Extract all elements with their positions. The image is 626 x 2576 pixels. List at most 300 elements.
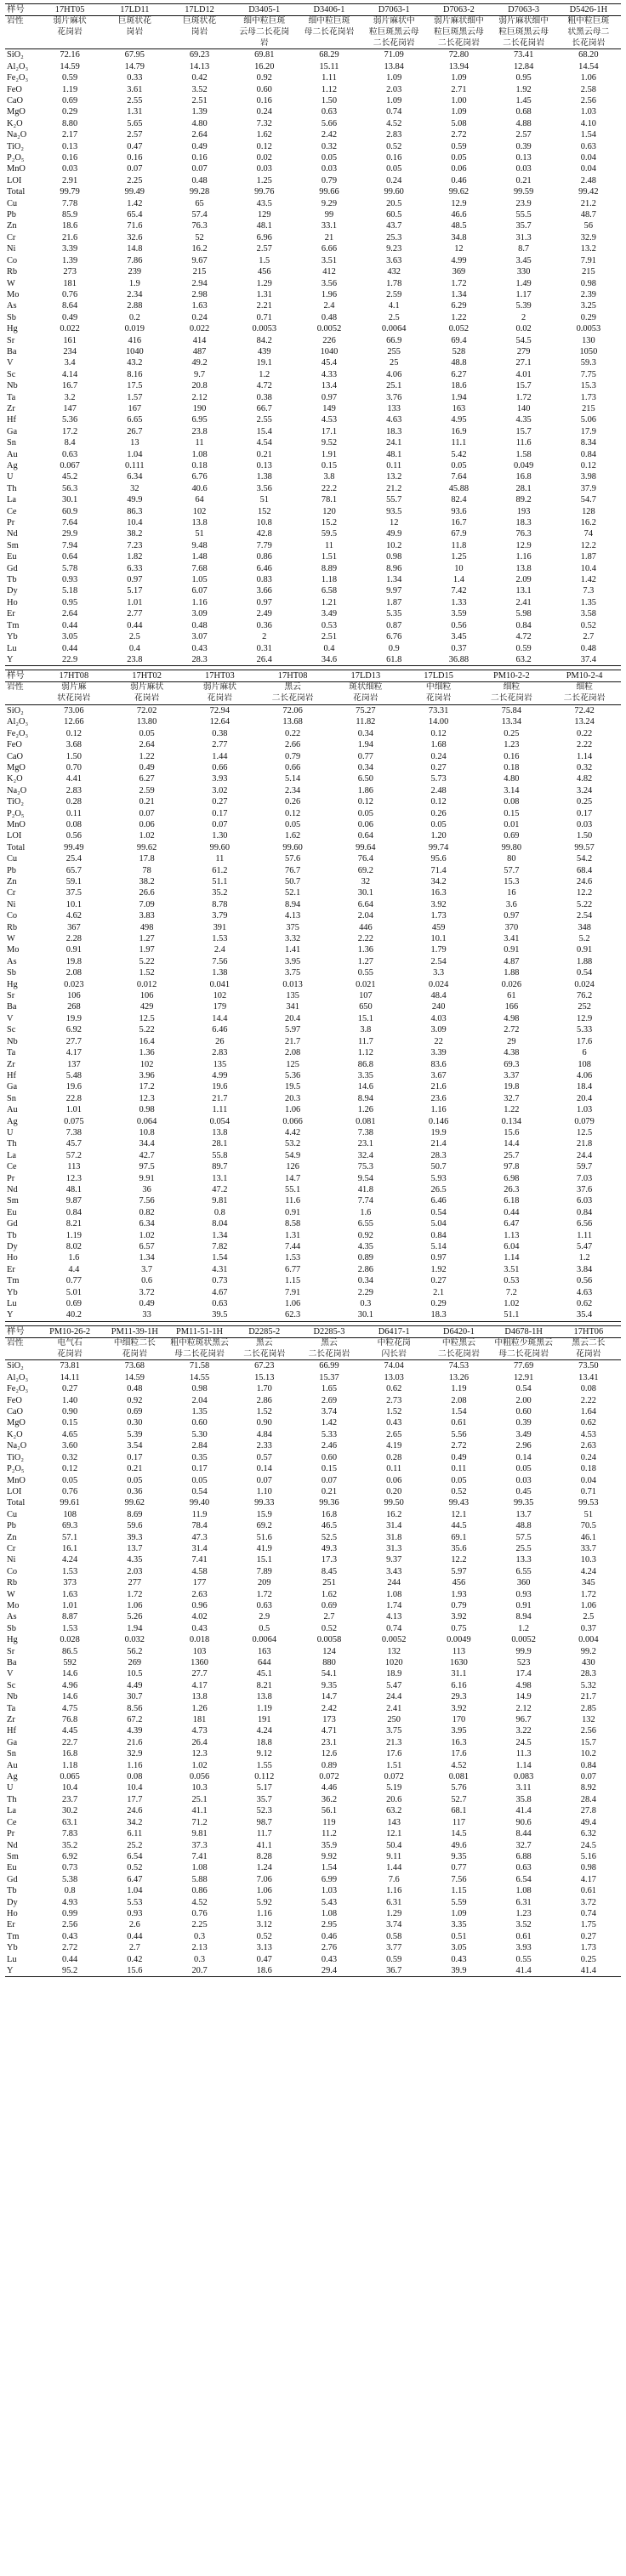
data-row [5,585,621,596]
rock-type: 细粒 [475,682,549,693]
value-cell: 1.08 [321,1908,338,1918]
value-cell: 7.41 [191,1851,208,1861]
value-cell: 126 [286,1162,299,1172]
element-label: Total [7,187,26,197]
sample-id: PM11-51-1H [167,1325,231,1337]
element-label: Sm [7,540,19,550]
value-cell: 375 [286,922,299,932]
value-cell: 24.1 [386,438,402,448]
value-cell: 1.12 [321,84,338,94]
value-cell: 1.57 [127,392,143,402]
value-cell: 3.79 [212,911,228,921]
value-cell: 1.02 [139,1230,155,1240]
value-cell: 0.71 [256,312,272,322]
value-cell: 6.56 [577,1219,593,1229]
value-cell: 5.33 [577,1025,593,1035]
value-cell: 0.29 [430,1299,447,1309]
value-cell: 10.4 [127,518,143,528]
value-cell: 0.29 [580,312,596,322]
value-cell: 54.5 [515,335,532,345]
element-label: Zn [7,221,17,231]
value-cell: 1.79 [430,945,447,955]
value-cell: 17.7 [127,1794,143,1804]
value-cell: 99.64 [356,842,376,852]
value-cell: 10.8 [139,1127,155,1137]
value-cell: 1.42 [321,1418,338,1428]
value-cell: 17.6 [451,1749,467,1759]
value-cell: 10.2 [386,540,402,550]
value-cell: 0.49 [451,1452,467,1462]
value-cell: 17.5 [127,381,143,391]
value-cell: 6.27 [451,369,467,379]
value-cell: 3.35 [451,1920,467,1930]
value-cell: 5.08 [451,118,467,128]
value-cell: 106 [139,991,154,1001]
value-cell: 1.51 [386,1760,402,1770]
value-cell: 35.7 [515,221,532,231]
value-cell: 0.58 [386,1931,402,1941]
value-cell: 14.7 [285,1173,301,1183]
value-cell: 18.3 [386,426,402,436]
value-cell: 0.14 [256,1464,272,1474]
value-cell: 0.08 [127,1772,143,1782]
value-cell: 11.8 [451,540,467,550]
value-cell: 0.27 [580,1931,596,1941]
value-cell: 4.52 [451,1760,467,1770]
data-row [5,289,621,300]
value-cell: 15.1 [357,1013,373,1023]
value-cell: 6.88 [515,1851,532,1861]
value-cell: 1.55 [256,1760,272,1770]
value-cell: 1.11 [322,73,337,83]
value-cell: 22 [434,1036,443,1046]
value-cell: 1.4 [452,575,464,585]
value-cell: 6.16 [451,1680,467,1690]
value-cell: 0.73 [62,1863,78,1873]
element-label: Sm [7,1851,19,1861]
value-cell: 44.5 [451,1521,467,1531]
value-cell: 209 [257,1578,271,1588]
value-cell: 8.16 [127,369,143,379]
sample-id: PM10-26-2 [37,1325,102,1337]
value-cell: 0.52 [580,620,596,630]
value-cell: 0.44 [127,1931,143,1941]
data-row [5,437,621,448]
value-cell: 68.4 [577,865,593,875]
data-row [5,1908,621,1919]
value-cell: 48.8 [515,1521,532,1531]
value-cell: 6.92 [62,1851,78,1861]
value-cell: 108 [63,1509,77,1519]
value-cell: 2.28 [65,934,82,944]
value-cell: 90.6 [515,1817,532,1827]
data-row [5,830,621,841]
rock-type: 二长花岗岩 [256,693,329,704]
element-label: K₂O [7,774,23,784]
data-row [5,1360,621,1372]
value-cell: 1.72 [127,1589,143,1599]
value-cell: 27.8 [580,1806,596,1816]
element-label: Sr [7,991,15,1001]
value-cell: 99.49 [64,842,84,852]
value-cell: 11.1 [451,438,467,448]
value-cell: 1.92 [430,1264,447,1274]
value-cell: 0.98 [580,278,596,288]
value-cell: 2.56 [62,1920,78,1930]
value-cell: 41.4 [556,1965,621,1977]
value-cell: 0.018 [189,1635,210,1645]
value-cell: 0.62 [577,1299,593,1309]
value-cell: 8.21 [256,1680,272,1690]
element-label: LOI [7,175,22,185]
element-label: Mo [7,945,20,955]
data-row [5,266,621,277]
sample-id: 17LD11 [102,4,167,16]
value-cell: 0.066 [282,1116,303,1126]
data-row [5,1543,621,1554]
sample-id: D2285-3 [297,1325,361,1337]
value-cell: 7.94 [62,540,78,550]
element-label: P₂O₅ [7,1464,25,1474]
data-table-3 [5,1325,621,1978]
value-cell: 108 [578,1059,591,1069]
value-cell: 1.97 [139,945,155,955]
value-cell: 59.1 [65,877,82,887]
data-row [5,842,621,853]
element-label: Na₂O [7,785,27,795]
value-cell: 113 [452,1646,466,1656]
data-row [5,654,621,666]
value-cell: 17.4 [515,1669,532,1679]
value-cell: 5.36 [62,415,78,425]
value-cell: 1.22 [139,751,155,761]
value-cell: 2.48 [430,785,447,795]
value-cell: 0.13 [256,461,272,471]
value-cell: 19.6 [65,1082,82,1092]
value-cell: 1.41 [285,945,301,955]
element-label: Nb [7,1692,18,1702]
data-row [5,1862,621,1873]
value-cell: 0.25 [504,728,520,738]
value-cell: 0.93 [127,1908,143,1918]
value-cell: 0.11 [386,461,402,471]
value-cell: 30.7 [127,1692,143,1702]
value-cell: 1.44 [386,1863,402,1873]
value-cell: 51.1 [475,1309,549,1321]
sample-id: 17HT06 [556,1325,621,1337]
value-cell: 51 [259,495,269,505]
value-cell: 29.3 [451,1692,467,1702]
value-cell: 1.04 [127,1886,143,1896]
value-cell: 39.3 [127,1532,143,1542]
value-cell: 0.54 [430,1207,447,1217]
value-cell: 6.29 [451,301,467,311]
value-cell: 57.5 [515,1532,532,1542]
value-cell: 2.64 [139,740,155,750]
value-cell: 9.48 [191,540,208,550]
data-row [5,1874,621,1885]
value-cell: 3.56 [256,483,272,493]
data-row [5,887,621,898]
data-row [5,1725,621,1736]
value-cell: 1.72 [256,1589,272,1599]
rock-type: 二长花岗岩 [475,693,549,704]
value-cell: 7.79 [256,540,272,550]
element-label: Er [7,1920,15,1930]
value-cell: 99.74 [428,842,449,852]
value-cell: 0.86 [256,552,272,562]
value-cell: 1.93 [451,1589,467,1599]
data-row [5,1748,621,1759]
value-cell: 19.6 [212,1082,228,1092]
data-row [5,1218,621,1229]
value-cell: 1.06 [256,1886,272,1896]
value-cell: 29.4 [297,1965,361,1977]
value-cell: 2.72 [451,130,467,140]
value-cell: 147 [63,403,77,413]
element-label: Tb [7,1230,17,1240]
value-cell: 10.3 [580,1555,596,1565]
value-cell: 1.09 [386,73,402,83]
value-cell: 0.46 [451,175,467,185]
value-cell: 37.6 [577,1184,593,1194]
value-cell: 4.39 [127,1726,143,1736]
value-cell: 1.16 [386,1886,402,1896]
value-cell: 367 [67,922,81,932]
value-cell: 0.28 [65,797,82,807]
value-cell: 14.59 [60,61,80,71]
value-cell: 0.15 [504,808,520,818]
value-cell: 124 [322,1646,336,1656]
value-cell: 32 [361,877,371,887]
value-cell: 2.17 [62,130,78,140]
value-cell: 7.56 [139,1196,155,1206]
value-cell: 0.12 [65,728,82,738]
value-cell: 1.73 [580,392,596,402]
value-cell: 7.64 [451,472,467,482]
value-cell: 416 [128,335,142,345]
value-cell: 5.88 [191,1874,208,1884]
value-cell: 69.3 [62,1521,78,1531]
value-cell: 8.80 [62,118,78,128]
value-cell: 21.7 [212,1093,228,1103]
value-cell: 15.37 [319,1372,339,1382]
value-cell: 2.86 [357,1264,373,1274]
value-cell: 14.55 [189,1372,210,1382]
value-cell: 6.07 [191,586,208,596]
value-cell: 1.08 [191,449,208,459]
value-cell: 1.11 [212,1105,228,1115]
value-cell: 0.07 [191,164,208,174]
element-label: Eu [7,1207,17,1217]
data-row [5,796,621,807]
value-cell: 1.5 [259,255,270,265]
value-cell: 2.72 [62,1943,78,1953]
value-cell: 0.48 [580,643,596,653]
data-row [5,449,621,460]
value-cell: 67.2 [127,1715,143,1725]
value-cell: 2.73 [386,1395,402,1405]
value-cell: 0.03 [515,1475,532,1485]
value-cell: 0.31 [256,643,272,653]
element-label: Hf [7,415,16,425]
value-cell: 56 [583,221,594,231]
value-cell: 1.52 [256,1407,272,1417]
value-cell: 99.36 [319,1498,339,1508]
element-label: Ag [7,1116,18,1126]
data-row [5,1623,621,1634]
value-cell: 99.60 [209,842,230,852]
value-cell: 0.004 [578,1635,599,1645]
value-cell: 68.1 [451,1806,467,1816]
element-label: Ta [7,392,16,402]
sample-header-row [5,1325,621,1337]
value-cell: 33.1 [321,221,338,231]
value-cell: 179 [213,1002,227,1012]
value-cell: 7.56 [212,956,228,966]
value-cell: 71.4 [430,865,447,875]
element-label: Tm [7,1276,20,1286]
value-cell: 27.7 [191,1669,208,1679]
value-cell: 2.09 [515,575,532,585]
value-cell: 46.1 [580,1532,596,1542]
value-cell: 19.9 [430,1127,447,1137]
value-cell: 1.2 [259,369,270,379]
value-cell: 32.7 [504,1093,520,1103]
value-cell: 0.56 [577,1276,593,1286]
rock-type: 黑云 [232,1337,297,1348]
value-cell: 4.10 [580,118,596,128]
value-cell: 12.3 [191,1749,208,1759]
value-cell: 69.81 [254,50,275,60]
element-label: Ni [7,1555,16,1565]
rock-type: 云母二长花岗 [239,26,290,37]
value-cell: 0.93 [515,1589,532,1599]
value-cell: 0.032 [124,1635,145,1645]
data-row [5,933,621,944]
value-cell: 1.35 [580,597,596,607]
value-cell: 8.69 [127,1509,143,1519]
value-cell: 1.36 [139,1048,155,1058]
value-cell: 1.06 [580,1600,596,1610]
rock-type: 岩 [232,38,297,49]
value-cell: 12.9 [451,198,467,208]
value-cell: 31.1 [451,1669,467,1679]
value-cell: 0.54 [577,968,593,978]
value-cell: 3.3 [433,968,445,978]
value-cell: 15.6 [102,1965,167,1977]
value-cell: 84.2 [256,335,272,345]
data-row [5,910,621,921]
value-cell: 0.92 [127,1395,143,1405]
sample-id: 17LD13 [329,670,402,682]
value-cell: 9.11 [386,1851,402,1861]
value-cell: 26.4 [232,654,297,666]
value-cell: 3.61 [127,84,143,94]
value-cell: 4.98 [515,1680,532,1690]
value-cell: 68.20 [578,50,599,60]
value-cell: 0.28 [386,1452,402,1462]
value-cell: 1.35 [191,1407,208,1417]
value-cell: 30.1 [329,1309,402,1321]
value-cell: 9.12 [256,1749,272,1759]
value-cell: 181 [192,1715,207,1725]
value-cell: 240 [431,1002,446,1012]
value-cell: 1.19 [62,84,78,94]
value-cell: 0.92 [357,1230,373,1240]
value-cell: 0.08 [580,1384,596,1394]
value-cell: 2.59 [139,785,155,795]
value-cell: 6.46 [256,563,272,573]
value-cell: 2.49 [256,609,272,619]
value-cell: 3.92 [451,1703,467,1713]
value-cell: 0.019 [124,324,145,334]
value-cell: 4.93 [62,1897,78,1907]
value-cell: 14.8 [127,244,143,254]
value-cell: 5.04 [430,1219,447,1229]
value-cell: 21.7 [285,1036,301,1046]
rock-type: 花岗岩 [111,693,184,704]
rock-type: 花岗岩 [102,1349,167,1360]
rock-type: 二长花岗岩 [492,38,556,49]
value-cell: 0.15 [62,1418,78,1428]
value-cell: 140 [516,403,531,413]
element-label: FeO [7,84,22,94]
value-cell: 76.2 [577,991,593,1001]
value-cell: 99.49 [124,187,145,197]
value-cell: 3.35 [357,1070,373,1080]
data-row [5,1013,621,1024]
value-cell: 1.03 [577,1105,593,1115]
value-cell: 2.34 [285,785,301,795]
value-cell: 1050 [579,346,598,356]
value-cell: 0.028 [60,1635,80,1645]
value-cell: 0.15 [321,1464,338,1474]
value-cell: 1.44 [212,751,228,761]
value-cell: 4.13 [386,1612,402,1622]
data-row [5,1252,621,1263]
value-cell: 35.7 [256,1794,272,1804]
value-cell: 72.16 [60,50,80,60]
value-cell: 28.3 [167,654,231,666]
value-cell: 0.0058 [316,1635,342,1645]
value-cell: 3.54 [127,1441,143,1451]
element-label: Nb [7,381,18,391]
value-cell: 0.29 [62,107,78,117]
rock-label [5,693,37,704]
value-cell: 0.44 [62,1954,78,1964]
element-label: Hf [7,1726,16,1736]
value-cell: 0.43 [386,1418,402,1428]
value-cell: 14.4 [212,1013,228,1023]
value-cell: 20.4 [285,1013,301,1023]
value-cell: 0.84 [515,620,532,630]
rock-type: 中细粒二长 [102,1337,167,1348]
value-cell: 2.57 [127,130,143,140]
sample-id: 17HT02 [111,670,184,682]
data-row [5,392,621,403]
value-cell: 16.2 [386,1509,402,1519]
element-label: Ba [7,1658,17,1668]
sample-label: 样号 [5,1325,37,1337]
element-label: Sc [7,369,16,379]
data-row [5,597,621,608]
value-cell: 5.65 [127,118,143,128]
rock-type: 细中粒巨斑 [232,16,297,27]
value-cell: 45.7 [65,1139,82,1149]
value-cell: 132 [582,1715,595,1725]
value-cell: 0.76 [62,289,78,299]
